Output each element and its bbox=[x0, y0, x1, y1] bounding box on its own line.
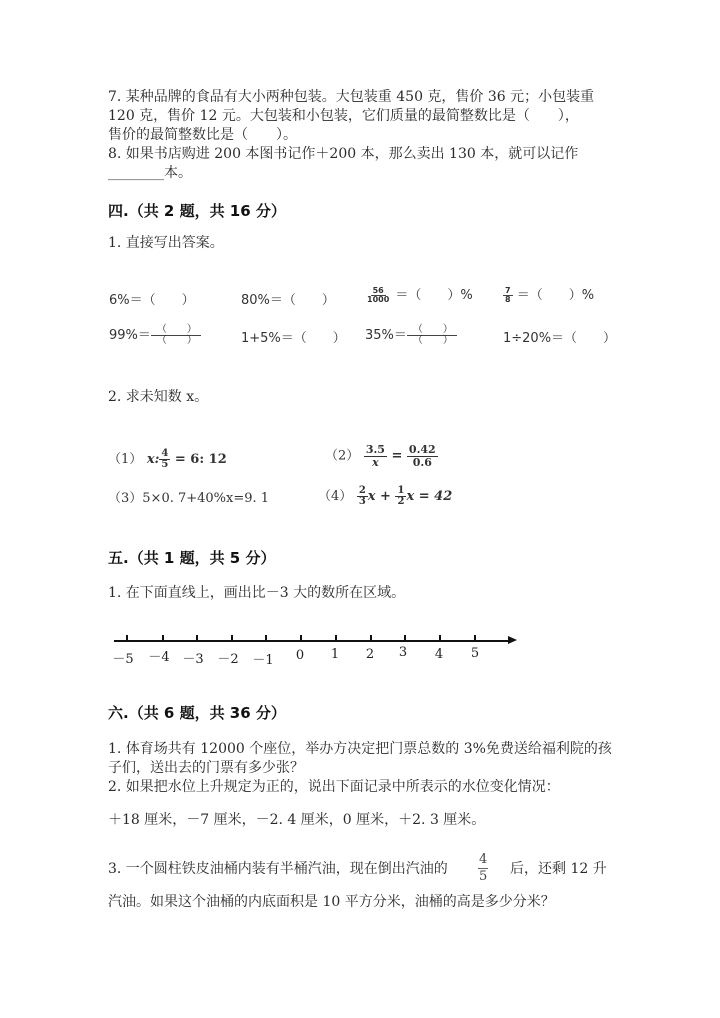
tick bbox=[439, 635, 441, 641]
tick bbox=[404, 635, 406, 641]
calc-item-5: 99%＝ （ ） （ ） bbox=[109, 324, 201, 346]
q8-line-1: 8. 如果书店购进 200 本图书记作＋200 本，那么卖出 130 本，就可以记作 bbox=[108, 146, 579, 162]
tick-label: 3 bbox=[398, 645, 408, 660]
calc-item-7: 35%＝ （ ） （ ） bbox=[365, 324, 457, 346]
equation-4: （4） $\frac{2}{3}$ x + $\frac{1}{2}$ x = 42 bbox=[318, 484, 453, 507]
arrow-right-icon bbox=[508, 636, 517, 644]
calc-item-8: 1÷20%＝（ ） bbox=[503, 331, 617, 346]
tick-label: 4 bbox=[434, 647, 444, 662]
s6-q3-line-2: 汽油。如果这个油桶的内底面积是 10 平方分米，油桶的高是多少分米？ bbox=[108, 894, 555, 910]
section-4-heading: 四.（共 2 题，共 16 分） bbox=[108, 202, 286, 220]
s6-q1-line-2: 子们，送出去的门票有多少张？ bbox=[108, 760, 304, 776]
tick-label: －4 bbox=[148, 650, 170, 665]
tick-label: －5 bbox=[112, 652, 134, 667]
s5-q1-prompt: 1. 在下面直线上，画出比－3 大的数所在区域。 bbox=[108, 585, 406, 601]
equation-1: （1） x: $\frac{4}{5}$ = 6: 12 bbox=[108, 447, 227, 470]
blank-fraction: （ ） （ ） bbox=[407, 325, 457, 346]
tick bbox=[474, 635, 476, 641]
calc-item-6: 1+5%＝（ ） bbox=[241, 331, 346, 346]
equation-3: （3）5×0. 7+40%x=9. 1 bbox=[108, 491, 270, 506]
tick bbox=[126, 635, 128, 641]
tick bbox=[335, 635, 337, 641]
tick bbox=[265, 635, 267, 641]
fraction-4-5: 4 5 bbox=[479, 852, 488, 884]
number-line-axis bbox=[114, 640, 510, 642]
equation-2: （2） $\frac{3.5}{x}$ = $\frac{0.42}{0.6}$ bbox=[325, 443, 436, 469]
tick-label: 2 bbox=[365, 647, 375, 662]
section-6-heading: 六.（共 6 题，共 36 分） bbox=[108, 704, 286, 722]
tick-label: －3 bbox=[182, 652, 204, 667]
s4-q2-prompt: 2. 求未知数 x。 bbox=[108, 389, 209, 405]
tick-label: 5 bbox=[470, 646, 480, 661]
tick-label: 0 bbox=[295, 648, 305, 663]
q8-line-2: ________本。 bbox=[108, 165, 192, 181]
s6-q2-data: ＋18 厘米，－7 厘米，－2. 4 厘米，0 厘米，＋2. 3 厘米。 bbox=[108, 812, 486, 828]
tick bbox=[196, 635, 198, 641]
fraction-7-8: $\frac{7}{8}$ bbox=[505, 286, 511, 304]
calc-item-3: $\frac{56}{1000}$ ＝（ ）% bbox=[367, 286, 473, 304]
q7-line-1: 7. 某种品牌的食品有大小两种包装。大包装重 450 克，售价 36 元；小包装重 bbox=[108, 89, 595, 105]
tick-label: －1 bbox=[252, 653, 274, 668]
tick bbox=[162, 635, 164, 641]
s6-q3-line-1-before: 3. 一个圆柱铁皮油桶内装有半桶汽油，现在倒出汽油的 bbox=[108, 861, 448, 877]
q7-line-2: 120 克，售价 12 元。大包装和小包装，它们质量的最简整数比是（ ）， bbox=[108, 108, 579, 124]
tick bbox=[370, 635, 372, 641]
calc-item-4: $\frac{7}{8}$ ＝（ ）% bbox=[505, 286, 595, 304]
calc-item-2: 80%＝（ ） bbox=[241, 293, 335, 308]
tick bbox=[300, 635, 302, 641]
s6-q2-line: 2. 如果把水位上升规定为正的，说出下面记录中所表示的水位变化情况： bbox=[108, 779, 560, 795]
blank-fraction: （ ） （ ） bbox=[151, 325, 201, 346]
s4-q1-prompt: 1. 直接写出答案。 bbox=[108, 235, 224, 251]
s6-q1-line-1: 1. 体育场共有 12000 个座位，举办方决定把门票总数的 3%免费送给福利院的孩 bbox=[108, 741, 612, 757]
section-5-heading: 五.（共 1 题，共 5 分） bbox=[108, 549, 276, 567]
tick-label: －2 bbox=[217, 652, 239, 667]
calc-item-1: 6%＝（ ） bbox=[109, 293, 195, 308]
q7-line-3: 售价的最简整数比是（ ）。 bbox=[108, 127, 297, 143]
s6-q3-line-1-after: 后，还剩 12 升 bbox=[510, 861, 607, 877]
tick-label: 1 bbox=[330, 647, 340, 662]
tick bbox=[231, 635, 233, 641]
fraction-56-1000: $\frac{56}{1000}$ bbox=[367, 286, 390, 304]
